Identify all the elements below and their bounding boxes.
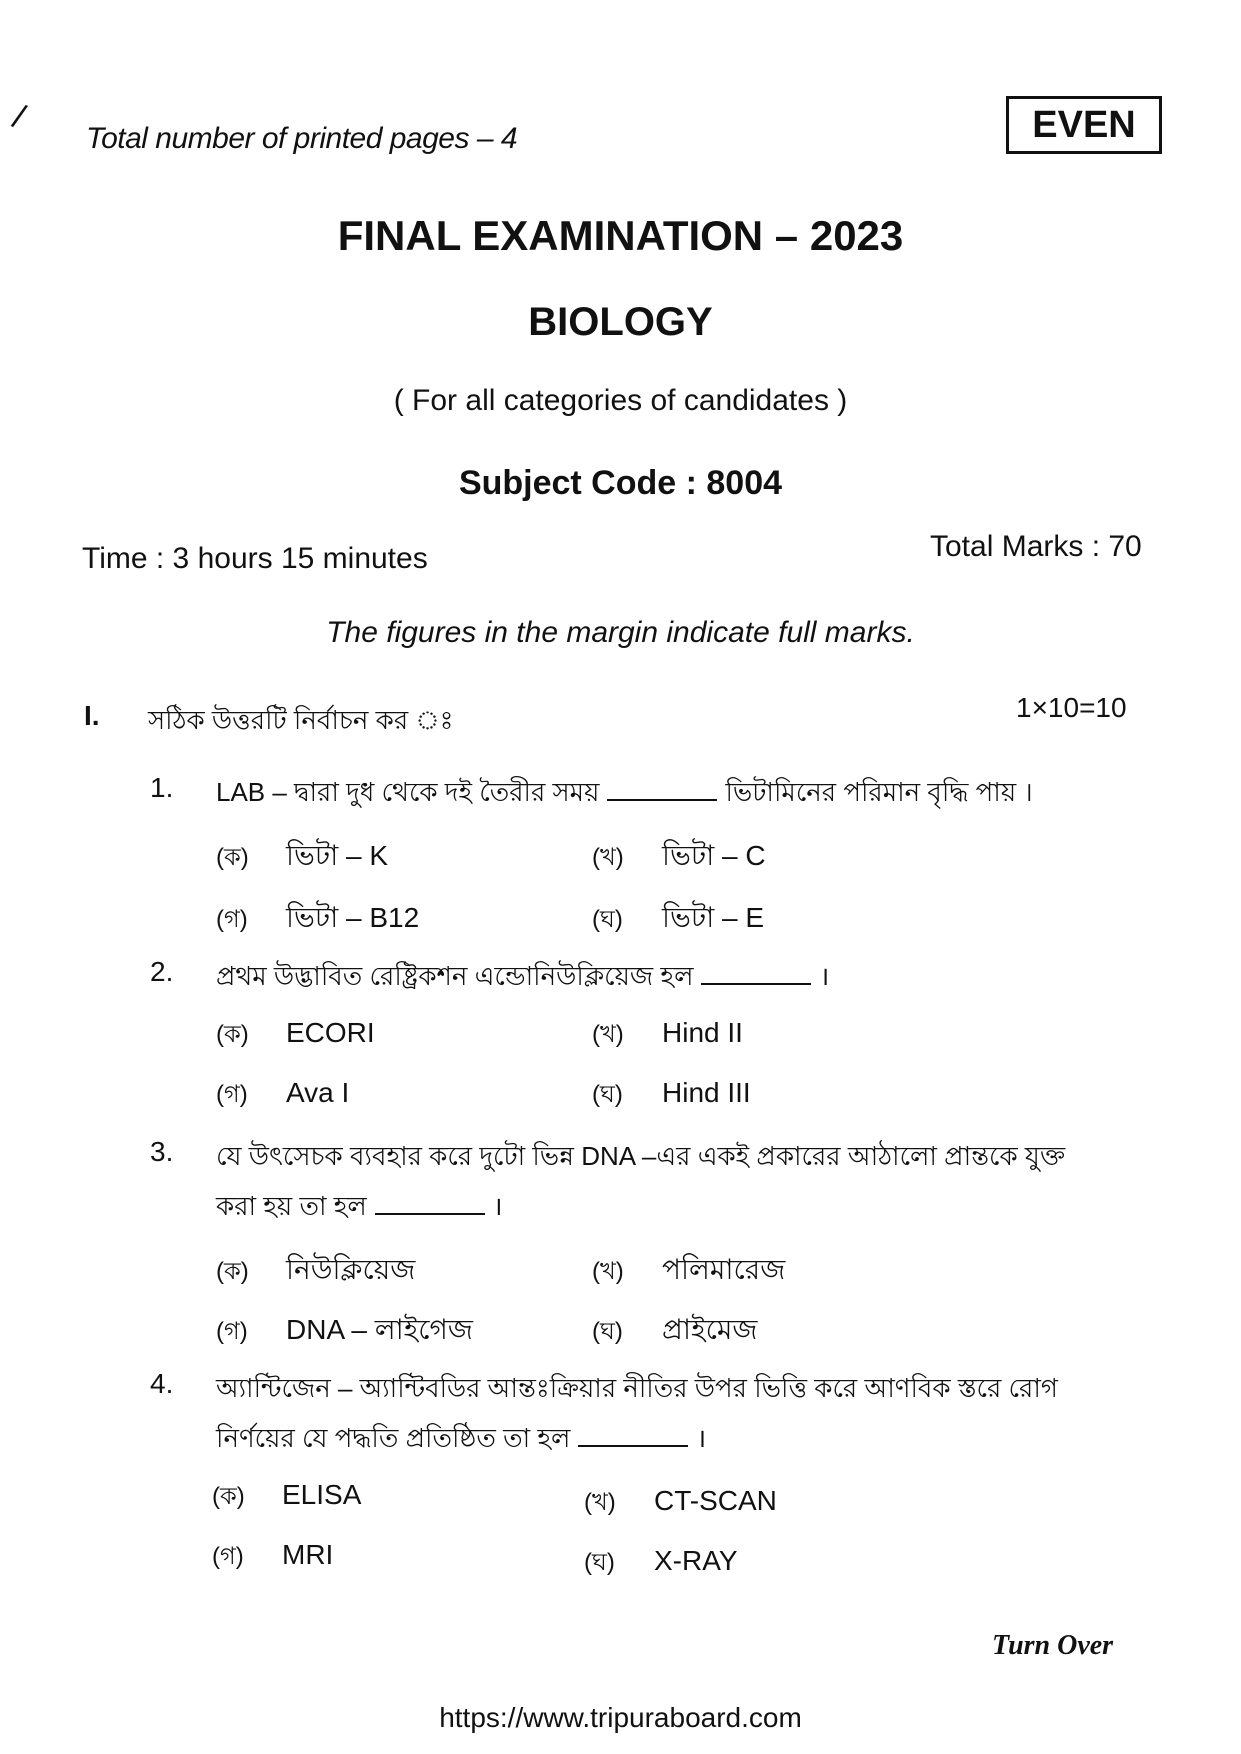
- option-label: (ক): [216, 1258, 249, 1285]
- option-c: [216, 1308, 473, 1355]
- option-text: DNA – লাইগেজ: [286, 1314, 473, 1345]
- question-text: অ্যান্টিজেন – অ্যান্টিবডির আন্তঃক্রিয়ার নীতির উপর ভিত্তি করে আণবিক স্তরে রোগ: [216, 1373, 1058, 1403]
- option-b: [584, 1484, 777, 1524]
- option-text: MRI: [282, 1539, 334, 1570]
- option-text: CT-SCAN: [654, 1485, 777, 1516]
- option-label: (গ): [216, 1318, 248, 1345]
- section-instruction: সঠিক উত্তরটি নির্বাচন কর ঃ: [148, 705, 454, 735]
- option-c: [212, 1538, 333, 1578]
- answer-blank: [607, 777, 717, 801]
- option-text: Ava I: [286, 1077, 350, 1108]
- marks-note: The figures in the margin indicate full marks.: [326, 616, 915, 649]
- question-text: [216, 956, 829, 1000]
- section-marks: 1×10=10: [1016, 692, 1127, 723]
- option-text: ECORI: [286, 1017, 375, 1048]
- option-a: [216, 1016, 375, 1056]
- option-label: (ঘ): [592, 1081, 623, 1108]
- option-c: [216, 1076, 349, 1116]
- option-label: (ঘ): [592, 1318, 623, 1345]
- option-label: (ক): [212, 1483, 245, 1510]
- paper-type-badge: EVEN: [1006, 96, 1162, 154]
- option-text: পলিমারেজ: [662, 1254, 786, 1285]
- time-allowed: Time : 3 hours 15 minutes: [82, 542, 428, 575]
- option-text: Hind II: [662, 1017, 743, 1048]
- option-label: (খ): [592, 1021, 624, 1048]
- option-label: (গ): [216, 1081, 248, 1108]
- option-b: [592, 834, 766, 881]
- option-label: (ঘ): [592, 906, 623, 933]
- answer-blank: [578, 1423, 688, 1447]
- option-d: [592, 1308, 757, 1355]
- question-number: 2.: [150, 956, 174, 987]
- exam-title: FINAL EXAMINATION – 2023: [337, 212, 904, 259]
- option-label: (গ): [216, 906, 248, 933]
- option-d: [584, 1544, 738, 1584]
- option-label: (খ): [592, 844, 624, 871]
- option-text: ভিটা – B12: [286, 902, 420, 933]
- section-number: I.: [84, 700, 100, 731]
- option-text: ভিটা – K: [286, 840, 389, 871]
- subject-title: BIOLOGY: [528, 300, 713, 344]
- option-b: [592, 1016, 743, 1056]
- answer-blank: [375, 1191, 485, 1215]
- option-text: প্রাইমেজ: [662, 1314, 758, 1345]
- answer-blank: [701, 961, 811, 985]
- question-number: 4.: [150, 1368, 174, 1399]
- option-text: ভিটা – E: [662, 902, 765, 933]
- option-label: (গ): [212, 1543, 244, 1570]
- option-label: (খ): [584, 1489, 616, 1516]
- option-label: (ক): [216, 844, 249, 871]
- option-a: [216, 1248, 415, 1295]
- turn-over: Turn Over: [992, 1630, 1114, 1661]
- option-b: [592, 1248, 785, 1295]
- question-text-part: নির্ণয়ের যে পদ্ধতি প্রতিষ্ঠিত তা হল: [216, 1423, 571, 1453]
- question-text-part: ভিটামিনের পরিমান বৃদ্ধি পায় ।: [725, 777, 1033, 807]
- option-label: (ক): [216, 1021, 249, 1048]
- option-d: [592, 896, 764, 943]
- option-a: [212, 1478, 361, 1518]
- option-c: [216, 896, 419, 943]
- question-text-part: করা হয় তা হল: [216, 1191, 367, 1221]
- pen-mark: /: [7, 97, 30, 137]
- option-label: (খ): [592, 1258, 624, 1285]
- option-text: Hind III: [662, 1077, 751, 1108]
- question-text: [216, 772, 1033, 816]
- question-number: 1.: [150, 772, 174, 803]
- question-text-part: ।: [492, 1191, 503, 1221]
- question-text-part: ।: [819, 961, 830, 991]
- question-text-part: LAB – দ্বারা দুধ থেকে দই তৈরীর সময়: [216, 777, 600, 807]
- question-text-cont: [216, 1418, 706, 1462]
- question-text: যে উৎসেচক ব্যবহার করে দুটো ভিন্ন DNA –এর একই প্রকারের আঠালো প্রান্তকে যুক্ত: [216, 1141, 1066, 1171]
- option-d: [592, 1076, 751, 1116]
- source-url[interactable]: https://www.tripuraboard.com: [439, 1702, 802, 1733]
- subject-code: Subject Code : 8004: [458, 464, 783, 502]
- total-marks: Total Marks : 70: [930, 530, 1142, 563]
- option-label: (ঘ): [584, 1549, 615, 1576]
- option-text: নিউক্লিয়েজ: [286, 1254, 416, 1285]
- option-text: X-RAY: [654, 1545, 738, 1576]
- page-count: Total number of printed pages – 4: [86, 122, 518, 155]
- candidates-note: ( For all categories of candidates ): [393, 384, 848, 417]
- question-number: 3.: [150, 1136, 174, 1167]
- question-text-cont: [216, 1186, 503, 1230]
- question-text-part: প্রথম উদ্ভাবিত রেষ্ট্রিকশন এন্ডোনিউক্লিয়েজ হল: [216, 961, 694, 991]
- question-text-part: ।: [696, 1423, 707, 1453]
- option-a: [216, 834, 388, 881]
- option-text: ভিটা – C: [662, 840, 766, 871]
- option-text: ELISA: [282, 1479, 362, 1510]
